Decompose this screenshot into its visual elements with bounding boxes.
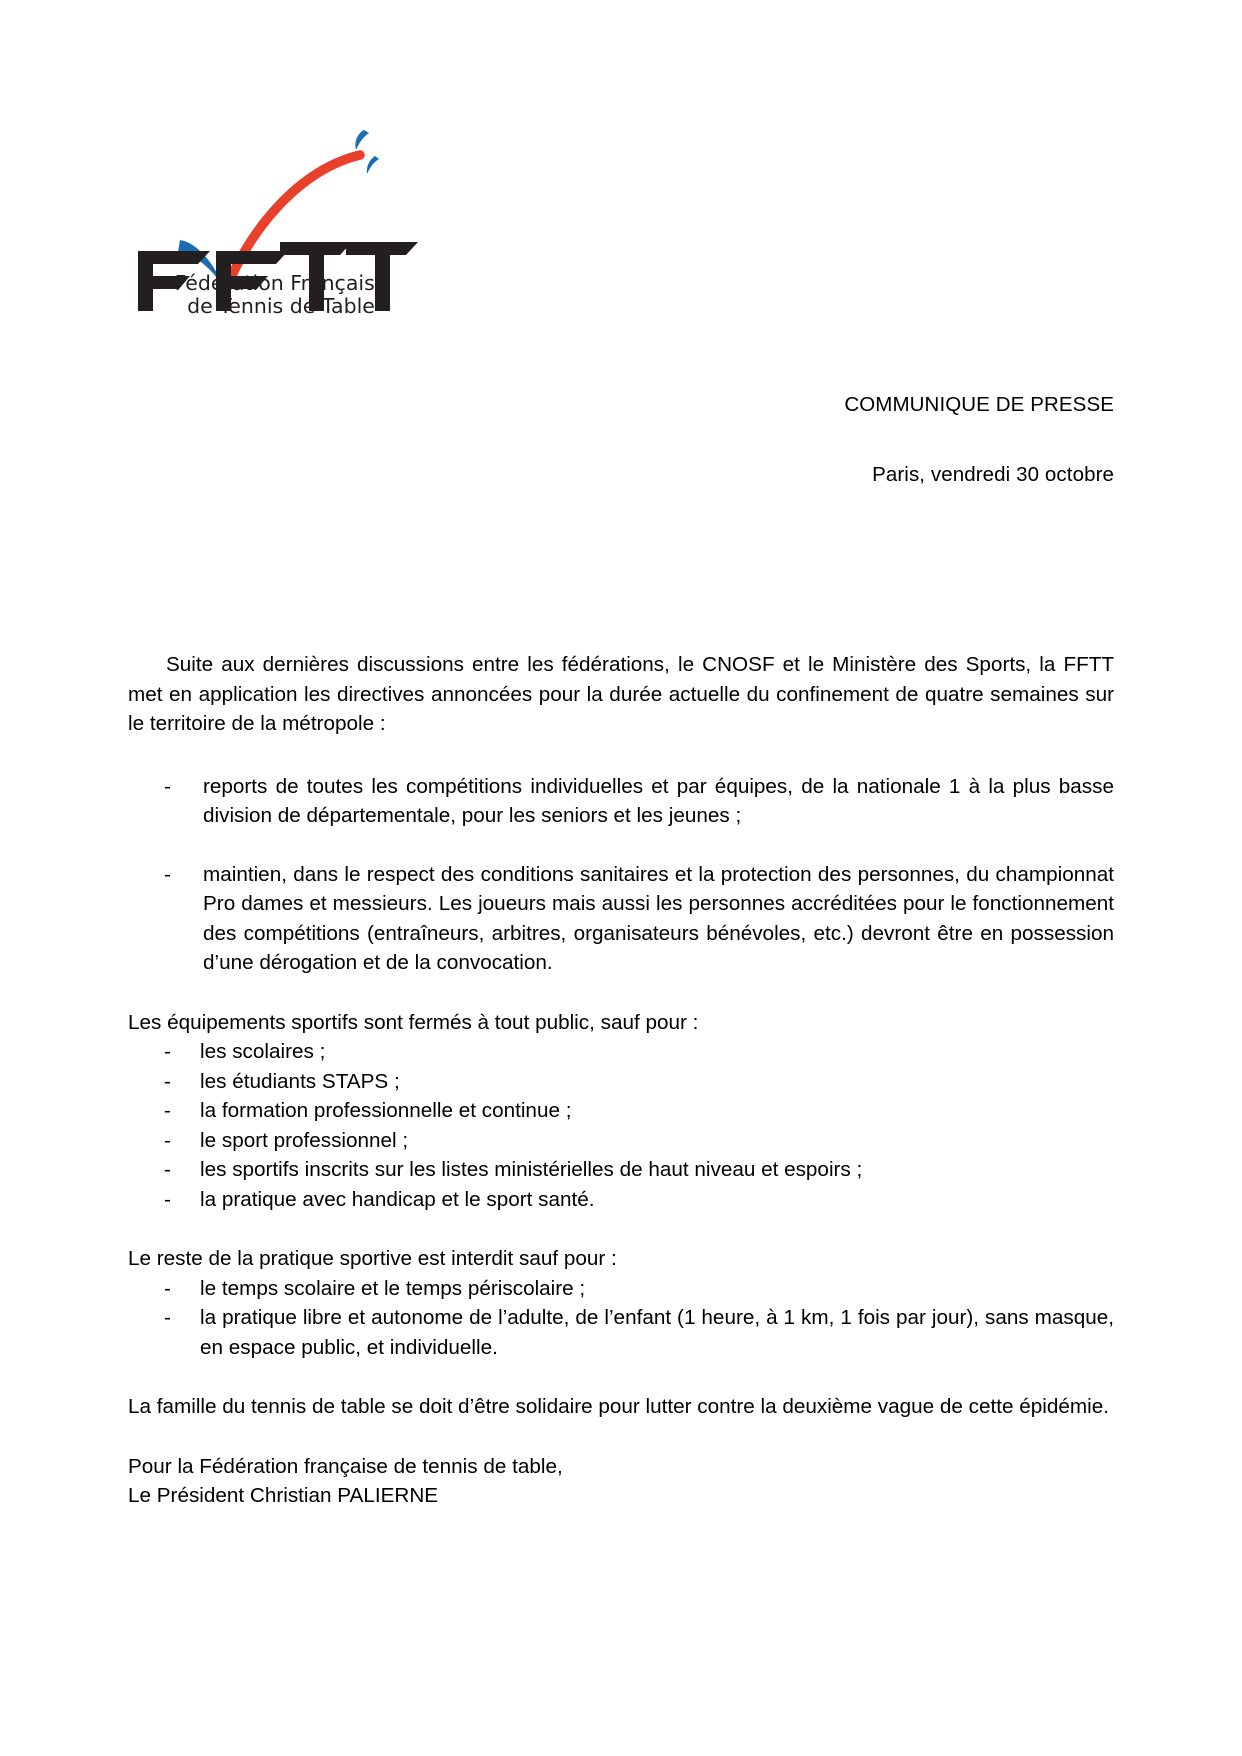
- list-item: [128, 772, 1114, 831]
- equipements-list: [128, 1037, 1114, 1214]
- pratique-list: [128, 1274, 1114, 1363]
- bullet-marker: -: [164, 774, 171, 798]
- bullet-marker: -: [164, 1040, 171, 1063]
- dateline: Paris, vendredi 30 octobre: [872, 462, 1114, 486]
- logo-tagline-line-1: Fédération Française: [174, 271, 388, 295]
- list-item: [128, 860, 1114, 978]
- fftt-logo: [128, 112, 428, 327]
- list-item-text: reports de toutes les compétitions individuelles et par équipes, de la nationale 1 à la plus basse division de départementale, pour les seniors et les jeunes ;: [203, 774, 1114, 827]
- list-item: [128, 1274, 1114, 1304]
- list-item: [128, 1126, 1114, 1156]
- signature-line-1: Pour la Fédération française de tennis de table,: [128, 1454, 563, 1478]
- spacer: [128, 978, 1114, 1008]
- list-item-text: les sportifs inscrits sur les listes ministérielles de haut niveau et espoirs ;: [200, 1158, 863, 1181]
- list-item-text: les étudiants STAPS ;: [200, 1069, 400, 1093]
- list-item: [128, 1185, 1114, 1215]
- list-item-text: le temps scolaire et le temps périscolaire ;: [200, 1276, 586, 1300]
- spacer: [128, 739, 1114, 772]
- bullet-marker: -: [164, 1306, 171, 1329]
- logo-tagline-line-2: de Tennis de Table: [187, 294, 375, 318]
- list-item-text: le sport professionnel ;: [200, 1128, 409, 1152]
- equipements-lead-in: Les équipements sportifs sont fermés à tout public, sauf pour :: [128, 1010, 699, 1034]
- list-item: [128, 1155, 1114, 1185]
- bullet-marker: -: [164, 1187, 171, 1211]
- list-item-text: la formation professionnelle et continue ;: [200, 1099, 572, 1122]
- spacer: [128, 1422, 1114, 1452]
- document-body: [128, 650, 1114, 1511]
- list-item-text: les scolaires ;: [200, 1040, 326, 1063]
- list-item: [128, 1303, 1114, 1362]
- bullet-marker: -: [164, 1069, 171, 1093]
- bullet-marker: -: [164, 1128, 171, 1152]
- list-item: [128, 1096, 1114, 1126]
- logo-red-arc: [226, 155, 360, 290]
- bullet-marker: -: [164, 862, 171, 886]
- logo-blue-swoosh-upper: [355, 130, 369, 150]
- press-release-title: COMMUNIQUE DE PRESSE: [844, 393, 1114, 416]
- pratique-lead-in: Le reste de la pratique sportive est interdit sauf pour :: [128, 1247, 617, 1270]
- intro-paragraph: Suite aux dernières discussions entre les fédérations, le CNOSF et le Ministère des Sports, la FFTT met en application les directives annoncées pour la durée actuelle du confinement de quatre semaines sur le territoire de la métropole :: [128, 653, 1114, 735]
- list-item: [128, 1067, 1114, 1097]
- bullet-marker: -: [164, 1158, 171, 1181]
- signature-line-2: Le Président Christian PALIERNE: [128, 1484, 439, 1507]
- spacer: [128, 1362, 1114, 1392]
- bullet-marker: -: [164, 1276, 171, 1300]
- document-header: [844, 395, 1114, 485]
- list-item-text: la pratique avec handicap et le sport santé.: [200, 1187, 595, 1211]
- list-item-text: maintien, dans le respect des conditions sanitaires et la protection des personnes, du championnat Pro dames et messieurs. Les joueurs mais aussi les personnes accréditées pour le fonctionnement des compétitions (entraîneurs, arbitres, organisateurs bénévoles, etc.) devront être en possession d’une dérogation et de la convocation.: [203, 862, 1114, 974]
- closing-paragraph: La famille du tennis de table se doit d’être solidaire pour lutter contre la deuxième vague de cette épidémie.: [128, 1395, 1109, 1418]
- bullet-marker: -: [164, 1099, 171, 1122]
- list-item-text: la pratique libre et autonome de l’adulte, de l’enfant (1 heure, à 1 km, 1 fois par jour), sans masque, en espace public, et individuelle.: [200, 1306, 1114, 1359]
- list-item: [128, 1037, 1114, 1067]
- logo-blue-swoosh-lower: [367, 156, 379, 174]
- spacer: [128, 1214, 1114, 1244]
- main-bullet-list: [128, 772, 1114, 978]
